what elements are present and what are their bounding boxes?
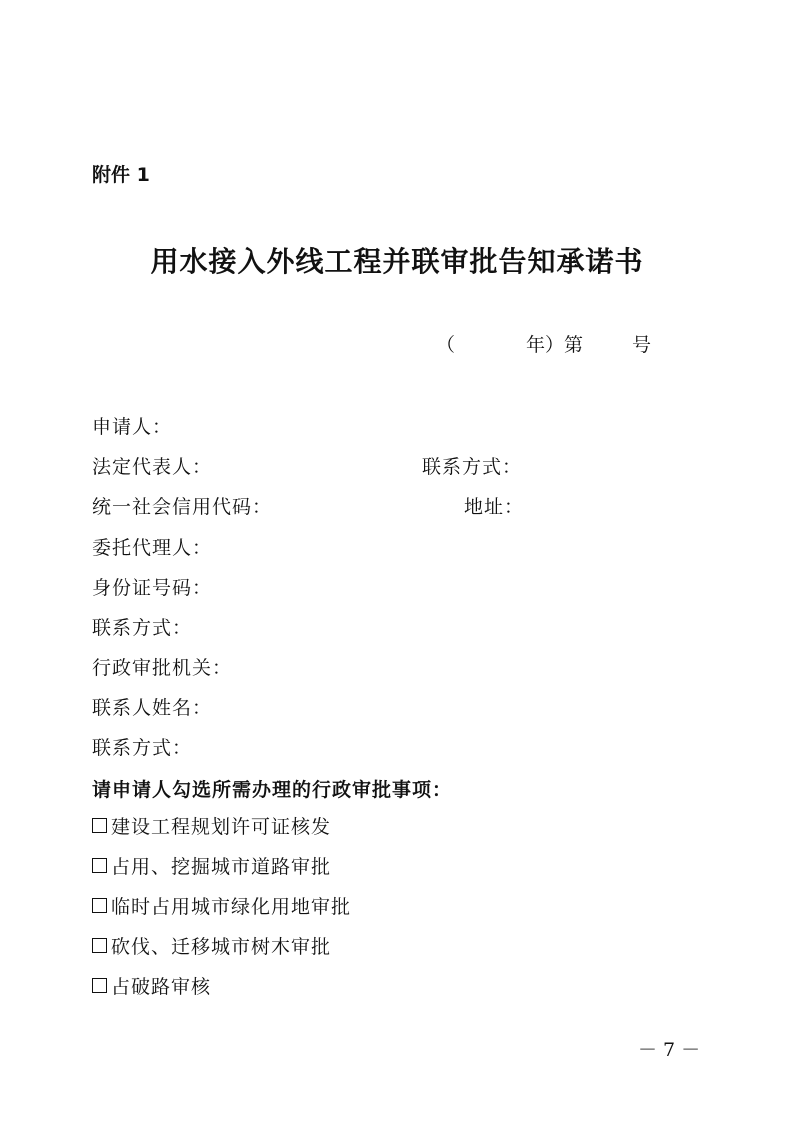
- page-number: － 7 －: [638, 1039, 701, 1061]
- authority-contact-name-label: 联系人姓名：: [92, 697, 213, 719]
- checkbox[interactable]: [92, 898, 107, 913]
- checkbox[interactable]: [92, 858, 107, 873]
- approval-item[interactable]: [92, 972, 211, 999]
- checkbox[interactable]: [92, 978, 107, 993]
- checkbox[interactable]: [92, 938, 107, 953]
- approval-item[interactable]: [92, 932, 331, 959]
- document-title: 用水接入外线工程并联审批告知承诺书: [150, 245, 644, 278]
- agent-label: 委托代理人：: [92, 537, 213, 559]
- approval-item-label: 临时占用城市绿化用地审批: [111, 896, 352, 918]
- authority-contact-label: 联系方式：: [92, 737, 193, 759]
- authority-label: 行政审批机关：: [92, 657, 233, 679]
- agent-contact-label: 联系方式：: [92, 617, 193, 639]
- approval-item-label: 建设工程规划许可证核发: [111, 816, 332, 838]
- applicant-contact-label: 联系方式：: [422, 456, 523, 478]
- doc-number-open-paren: （: [436, 334, 456, 356]
- credit-code-label: 统一社会信用代码：: [92, 496, 273, 518]
- approval-item-label: 占用、挖掘城市道路审批: [111, 856, 332, 878]
- approval-item-label: 占破路审核: [111, 976, 212, 998]
- applicant-label: 申请人：: [92, 416, 173, 438]
- doc-number-suffix: 号: [632, 334, 652, 356]
- approval-item[interactable]: [92, 812, 331, 839]
- address-label: 地址：: [464, 496, 525, 518]
- approval-item[interactable]: [92, 892, 351, 919]
- attachment-label: 附件 1: [92, 164, 150, 186]
- approval-item-label: 砍伐、迁移城市树木审批: [111, 936, 332, 958]
- approvals-heading: 请申请人勾选所需办理的行政审批事项：: [92, 779, 453, 801]
- id-number-label: 身份证号码：: [92, 577, 213, 599]
- doc-number-year: 年）第: [526, 334, 584, 356]
- checkbox[interactable]: [92, 818, 107, 833]
- approval-item[interactable]: [92, 852, 331, 879]
- legal-representative-label: 法定代表人：: [92, 456, 213, 478]
